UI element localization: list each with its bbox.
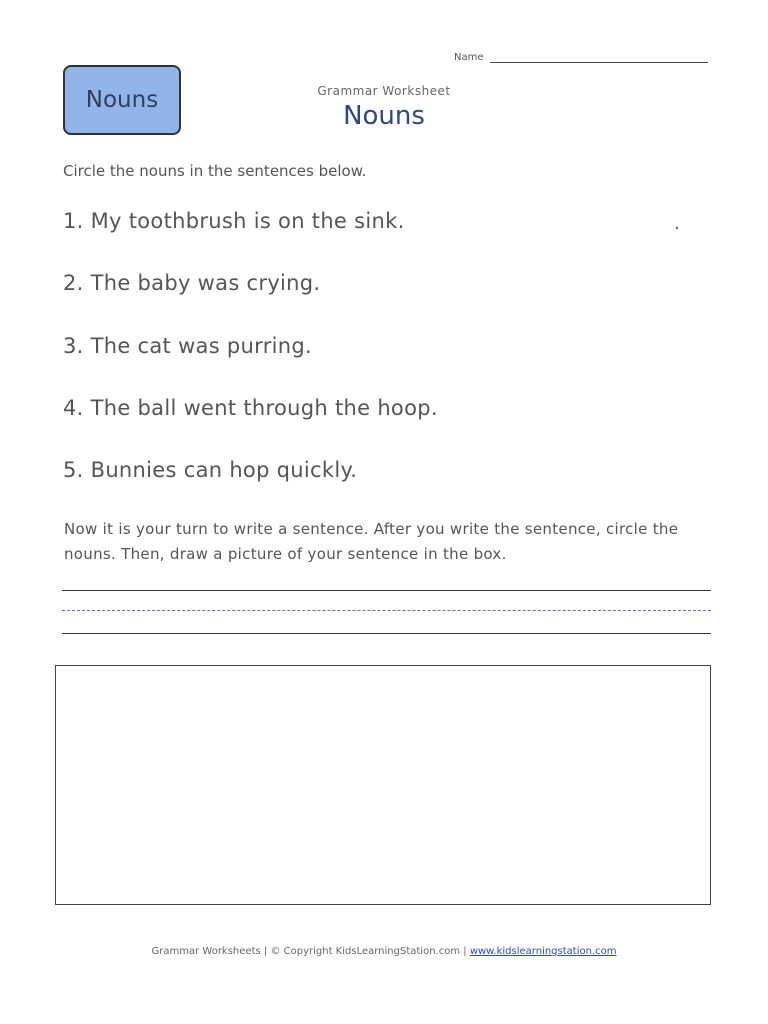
drawing-box[interactable] — [55, 665, 711, 905]
writing-prompt: Now it is your turn to write a sentence. After you write the sentence, circle the nouns. Then, draw a picture of your sentence in the box. — [64, 520, 679, 563]
writing-line-top[interactable] — [62, 590, 711, 591]
sentence-3: 3. The cat was purring. — [63, 334, 313, 358]
stray-mark: . — [674, 213, 680, 234]
worksheet-title: Nouns — [343, 101, 425, 131]
footer-link[interactable]: www.kidslearningstation.com — [469, 946, 617, 957]
topic-badge-text: Nouns — [85, 87, 159, 113]
footer-left-text: Grammar Worksheets — [151, 946, 261, 957]
sentence-5: 5. Bunnies can hop quickly. — [63, 458, 358, 482]
sentence-4: 4. The ball went through the hoop. — [63, 396, 438, 420]
writing-line-bottom[interactable] — [62, 633, 711, 634]
footer — [0, 946, 768, 957]
footer-copyright: | © Copyright KidsLearningStation.com | — [263, 946, 467, 957]
name-label: Name — [454, 52, 484, 63]
name-underline[interactable] — [490, 52, 708, 63]
writing-line-midline — [62, 610, 711, 611]
worksheet-subtitle: Grammar Worksheet — [317, 84, 451, 98]
sentence-2: 2. The baby was crying. — [63, 271, 321, 295]
instructions-text: Circle the nouns in the sentences below. — [63, 162, 367, 180]
name-field[interactable] — [454, 52, 708, 63]
sentence-1: 1. My toothbrush is on the sink. — [63, 209, 405, 233]
